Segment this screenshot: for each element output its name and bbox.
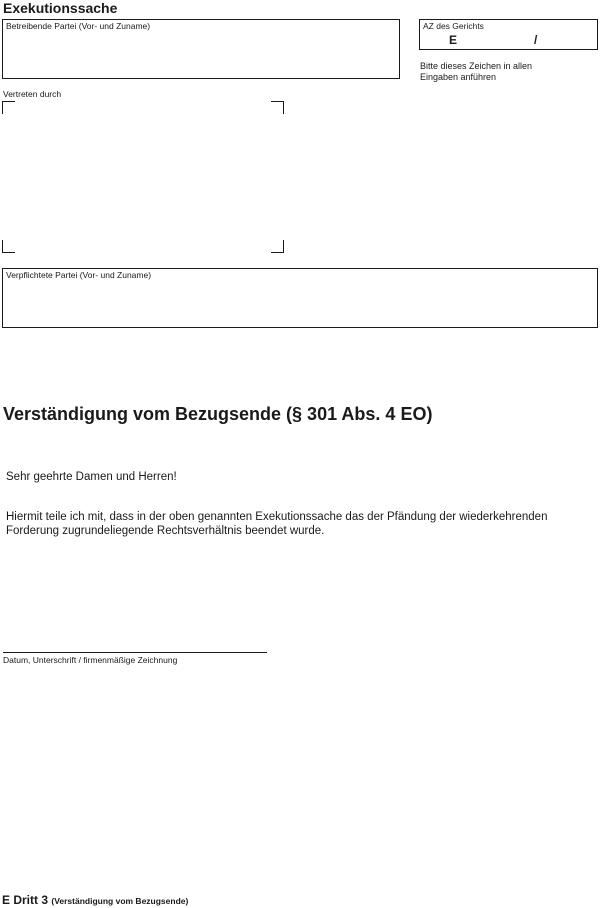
- court-reference-prefix: E: [449, 33, 458, 47]
- court-reference-field[interactable]: [419, 19, 598, 50]
- corner-mark-top-left: [2, 101, 15, 114]
- form-code-text: E Dritt 3: [2, 893, 49, 907]
- court-reference-note-line1: Bitte dieses Zeichen in allen: [420, 61, 533, 71]
- form-code: [2, 893, 188, 907]
- signature-line[interactable]: [3, 652, 267, 653]
- notice-body-line1: Hiermit teile ich mit, dass in der oben genannten Exekutionssache das der Pfändung der wiederkehrenden: [6, 511, 548, 523]
- page-title: Exekutionssache: [3, 0, 118, 16]
- debtor-label: Verpflichtete Partei (Vor- und Zuname): [6, 270, 152, 280]
- court-reference-separator: /: [534, 33, 538, 47]
- court-reference-label: AZ des Gerichts: [423, 21, 484, 31]
- form-subtitle: (Verständigung vom Bezugsende): [51, 896, 189, 906]
- court-reference-note: [420, 61, 532, 83]
- notice-body: [6, 510, 547, 538]
- corner-mark-bottom-right: [271, 240, 284, 253]
- corner-mark-bottom-left: [2, 240, 15, 253]
- representative-field[interactable]: [2, 101, 284, 253]
- court-reference-note-line2: Eingaben anführen: [420, 72, 497, 82]
- signature-label: Datum, Unterschrift / firmenmäßige Zeichnung: [3, 655, 178, 665]
- corner-mark-top-right: [271, 101, 284, 114]
- representative-label: Vertreten durch: [3, 89, 62, 99]
- creditor-field[interactable]: [2, 19, 400, 79]
- debtor-field[interactable]: [2, 268, 598, 328]
- salutation: Sehr geehrte Damen und Herren!: [6, 471, 177, 483]
- notice-body-line2: Forderung zugrundeliegende Rechtsverhältnis beendet wurde.: [6, 525, 325, 537]
- notice-heading: Verständigung vom Bezugsende (§ 301 Abs. 4 EO): [3, 404, 433, 424]
- creditor-label: Betreibende Partei (Vor- und Zuname): [6, 21, 151, 31]
